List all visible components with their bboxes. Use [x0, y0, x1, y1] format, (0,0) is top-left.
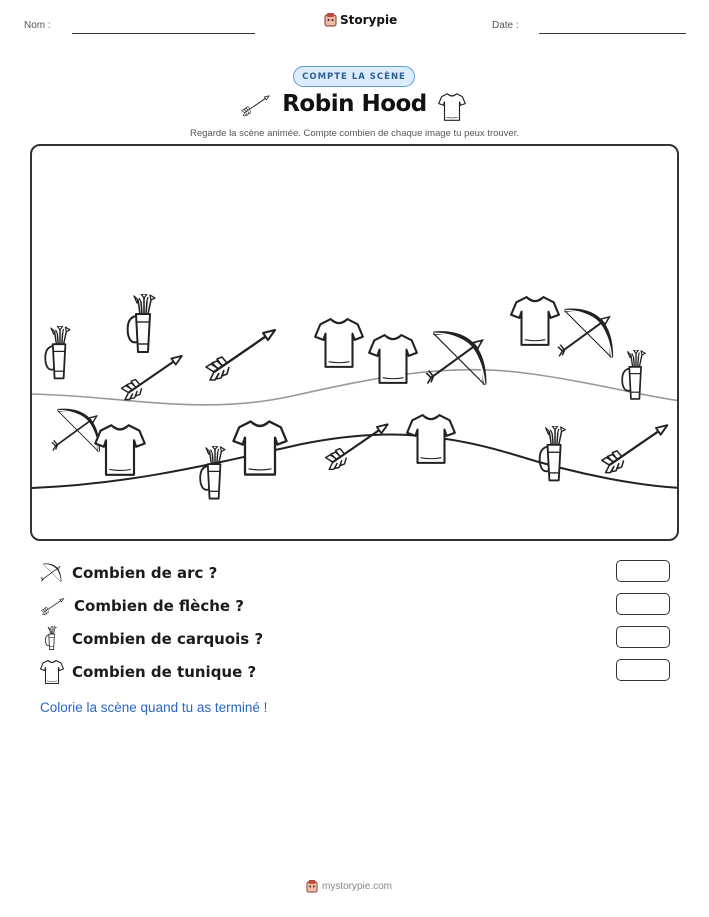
scene-item-bow-3[interactable]	[52, 410, 99, 451]
answer-box-bow[interactable]	[616, 560, 670, 582]
scene-item-quiver-4[interactable]	[200, 446, 225, 499]
scene-item-tunic-1[interactable]	[315, 319, 363, 367]
activity-badge: COMPTE LA SCÈNE	[293, 66, 415, 87]
storypie-mascot-icon	[324, 13, 337, 27]
instructions: Regarde la scène animée. Compte combien de chaque image tu peux trouver.	[189, 128, 519, 139]
question-bow	[40, 560, 680, 586]
question-arrow	[40, 593, 680, 619]
quiver-icon	[40, 626, 64, 652]
name-line[interactable]	[72, 33, 255, 34]
brand-name: Storypie	[340, 13, 398, 27]
color-instruction: Colorie la scène quand tu as terminé !	[40, 700, 268, 715]
tunic-icon	[438, 92, 466, 122]
scene-item-arrow-2[interactable]	[206, 330, 275, 380]
arrow-icon	[40, 594, 66, 618]
answer-box-tunic[interactable]	[616, 659, 670, 681]
question-quiver	[40, 626, 680, 652]
question-label: Combien de arc ?	[72, 564, 218, 582]
answer-box-arrow[interactable]	[616, 593, 670, 615]
scene-item-bow-2[interactable]	[558, 310, 611, 357]
footer-url[interactable]: mystorypie.com	[322, 881, 393, 892]
name-label: Nom :	[24, 20, 51, 31]
scene-item-tunic-5[interactable]	[233, 421, 286, 474]
scene-item-arrow-3[interactable]	[326, 424, 388, 469]
scene-item-quiver-5[interactable]	[540, 426, 566, 480]
scene-item-tunic-3[interactable]	[511, 297, 559, 345]
scene-item-quiver-1[interactable]	[45, 326, 70, 378]
date-label: Date :	[492, 20, 519, 31]
brand-logo	[324, 13, 397, 27]
bow-icon	[40, 561, 64, 585]
date-line[interactable]	[539, 33, 686, 34]
answer-box-quiver[interactable]	[616, 626, 670, 648]
scene-item-quiver-2[interactable]	[128, 294, 155, 352]
page-title: Robin Hood	[282, 91, 427, 117]
question-tunic	[40, 659, 680, 685]
scene-frame	[30, 144, 679, 541]
scene-item-arrow-1[interactable]	[122, 356, 182, 400]
question-label: Combien de flèche ?	[74, 597, 244, 615]
scene-item-arrow-4[interactable]	[602, 425, 668, 473]
question-label: Combien de tunique ?	[72, 663, 257, 681]
footer	[306, 880, 392, 893]
storypie-mascot-icon	[306, 880, 318, 893]
scene-item-tunic-4[interactable]	[95, 425, 145, 475]
scene-item-bow-1[interactable]	[426, 333, 484, 385]
question-label: Combien de carquois ?	[72, 630, 264, 648]
scene-canvas	[32, 146, 679, 541]
scene-item-tunic-2[interactable]	[369, 335, 417, 383]
tunic-icon	[40, 659, 64, 685]
